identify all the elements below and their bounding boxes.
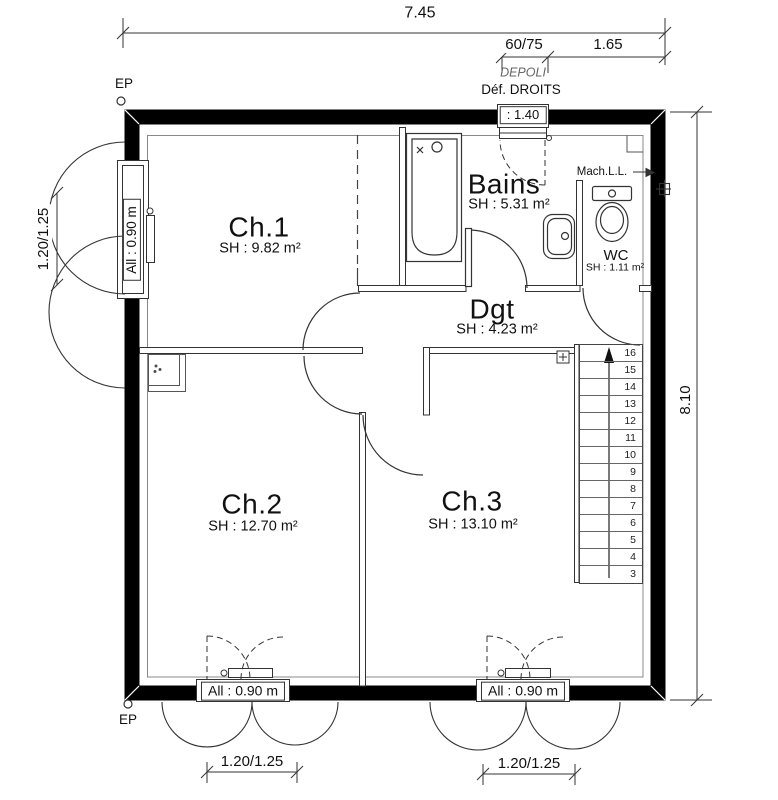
door-arc-bains xyxy=(469,230,527,288)
door-arc-ch3 xyxy=(363,415,423,475)
room-label-bains: Bains xyxy=(467,168,541,200)
room-area-wc: SH : 1.11 m² xyxy=(585,261,645,274)
door-arc-ch2 xyxy=(304,356,362,414)
stair-step: 7 xyxy=(580,498,642,515)
dim-top-overall: 7.45 xyxy=(401,6,438,23)
stair-step: 15 xyxy=(580,362,642,379)
room-area-ch3: SH : 13.10 m² xyxy=(428,516,518,533)
room-area-ch1: SH : 9.82 m² xyxy=(219,240,301,257)
window-bottom-left-label: All : 0.90 m xyxy=(201,682,285,701)
ep-circle-bottom xyxy=(124,700,132,708)
room-label-ch1: Ch.1 xyxy=(228,211,290,243)
stair-step: 12 xyxy=(580,413,642,430)
room-area-ch2: SH : 12.70 m² xyxy=(208,518,298,535)
window-bottom-right-label: All : 0.90 m xyxy=(481,682,565,701)
dim-left-window: 1.20/1.25 xyxy=(36,205,52,274)
room-label-ch3: Ch.3 xyxy=(441,485,503,517)
stair-step: 10 xyxy=(580,447,642,464)
room-label-wc: WC xyxy=(603,247,629,265)
room-area-dgt: SH : 4.23 m² xyxy=(456,321,538,338)
door-arc-ch1 xyxy=(303,293,360,350)
utility-duct xyxy=(149,355,186,392)
stair-step: 11 xyxy=(580,430,642,447)
top-window-height-label: : 1.40 xyxy=(500,106,547,124)
shutter-arcs-bottom-right xyxy=(430,702,620,750)
staircase xyxy=(579,344,643,584)
room-label-ch2: Ch.2 xyxy=(221,488,283,520)
stair-step: 4 xyxy=(580,549,642,566)
washbasin xyxy=(544,215,575,259)
dim-top-sub-right: 1.65 xyxy=(590,37,625,53)
bathtub xyxy=(407,134,462,262)
door-arc-wc xyxy=(583,288,640,345)
door-leaf-bains xyxy=(466,229,472,287)
window-left-label: All : 0.90 m xyxy=(123,199,141,281)
stair-step: 5 xyxy=(580,532,642,549)
depoli-label: DEPOLI xyxy=(500,65,546,80)
stair-step: 3 xyxy=(630,568,636,580)
stair-step: 6 xyxy=(580,515,642,532)
shutter-arcs-left xyxy=(49,142,125,388)
stair-marker-box xyxy=(557,351,569,363)
ep-circle-top xyxy=(117,97,125,105)
corner-notch xyxy=(627,136,643,153)
ep-label-top: EP xyxy=(114,75,134,91)
room-label-dgt: Dgt xyxy=(469,293,515,325)
mach-ll-label: Mach.L.L. xyxy=(576,165,628,178)
stair-step: 8 xyxy=(580,481,642,498)
dim-right-overall: 8.10 xyxy=(678,382,694,417)
toilet xyxy=(593,187,632,242)
def-droits-label: Déf. DROITS xyxy=(481,81,561,97)
stair-step: 13 xyxy=(580,396,642,413)
stair-step: 14 xyxy=(580,379,642,396)
shutter-arcs-bottom-left xyxy=(162,702,338,747)
stair-step: 9 xyxy=(580,464,642,481)
dim-top-sub-left: 60/75 xyxy=(502,37,546,53)
dim-bottom-right-window: 1.20/1.25 xyxy=(495,756,564,772)
partition-walls xyxy=(140,128,652,687)
ep-label-bottom: EP xyxy=(118,711,138,727)
stair-step: 16 xyxy=(580,345,642,362)
dim-bottom-left-window: 1.20/1.25 xyxy=(218,754,287,770)
room-area-bains: SH : 5.31 m² xyxy=(468,196,550,213)
